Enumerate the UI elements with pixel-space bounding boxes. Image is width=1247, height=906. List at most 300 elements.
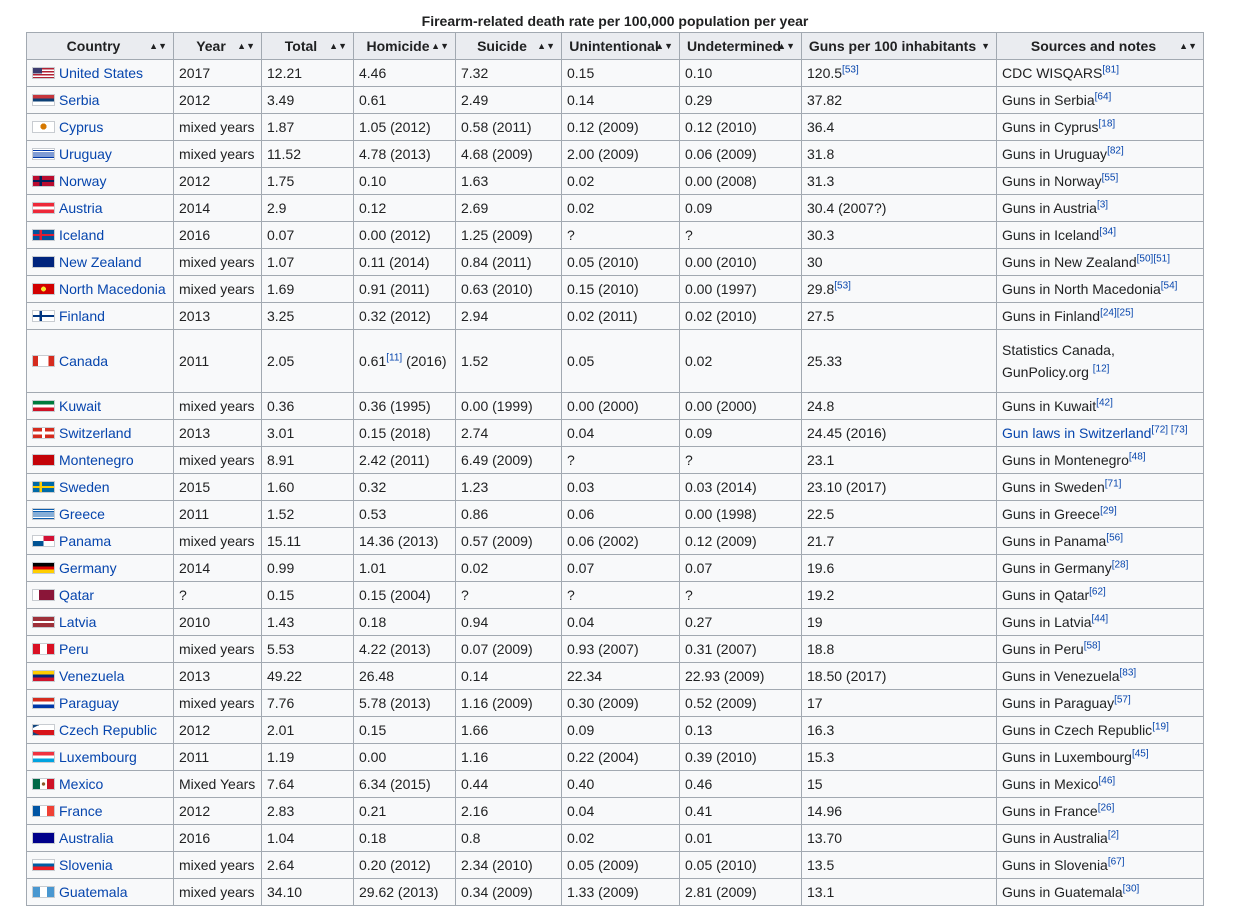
country-cell xyxy=(27,771,174,798)
unintentional-cell: 0.02 xyxy=(562,825,680,852)
reference-link[interactable]: [42] xyxy=(1096,397,1113,409)
guns-value: 17 xyxy=(807,695,823,711)
table-row xyxy=(27,690,1204,717)
unintentional-cell: 0.00 (2000) xyxy=(562,393,680,420)
source-text: Guns in Guatemala xyxy=(1002,884,1123,900)
unintentional-cell: 22.34 xyxy=(562,663,680,690)
table-row xyxy=(27,87,1204,114)
source-text: Guns in Australia xyxy=(1002,830,1108,846)
homicide-cell xyxy=(354,528,456,555)
suicide-cell: 1.25 (2009) xyxy=(456,222,562,249)
total-cell: 2.64 xyxy=(262,852,354,879)
column-header-label: Sources and notes xyxy=(1030,38,1157,54)
suicide-cell: 1.63 xyxy=(456,168,562,195)
homicide-value: 0.15 (2018) xyxy=(359,425,431,441)
homicide-value: 0.00 (2012) xyxy=(359,227,431,243)
source-text: CDC WISQARS xyxy=(1002,65,1103,81)
country-link[interactable]: Norway xyxy=(59,173,107,189)
unintentional-cell: 0.05 xyxy=(562,330,680,393)
country-cell xyxy=(27,114,174,141)
country-link[interactable]: Kuwait xyxy=(59,398,102,414)
unintentional-cell: 0.14 xyxy=(562,87,680,114)
total-cell: 1.43 xyxy=(262,609,354,636)
homicide-value: 0.21 xyxy=(359,803,387,819)
country-link[interactable]: Paraguay xyxy=(59,695,119,711)
homicide-cell xyxy=(354,636,456,663)
flag-icon xyxy=(32,481,55,493)
undetermined-cell: 0.10 xyxy=(680,60,802,87)
total-cell: 1.75 xyxy=(262,168,354,195)
suicide-cell: 6.49 (2009) xyxy=(456,447,562,474)
source-text: Guns in Czech Republic xyxy=(1002,722,1153,738)
country-cell xyxy=(27,852,174,879)
undetermined-cell: ? xyxy=(680,222,802,249)
reference-link[interactable]: [64] xyxy=(1094,91,1112,103)
source-cell xyxy=(997,852,1204,879)
unintentional-cell: 0.30 (2009) xyxy=(562,690,680,717)
country-cell xyxy=(27,609,174,636)
reference-link[interactable]: [62] xyxy=(1089,586,1106,598)
reference-link[interactable]: [67] xyxy=(1107,856,1125,868)
source-cell xyxy=(997,798,1204,825)
homicide-value: 0.36 (1995) xyxy=(359,398,431,414)
table-row xyxy=(27,222,1204,249)
column-header-label: Guns per 100 inhabitants xyxy=(808,38,977,54)
guns-cell xyxy=(802,528,997,555)
homicide-value: 1.05 (2012) xyxy=(359,119,431,135)
reference-link[interactable]: [3] xyxy=(1096,199,1109,211)
source-text: Guns in North Macedonia xyxy=(1002,281,1161,297)
reference-link[interactable]: [81] xyxy=(1102,64,1120,76)
country-link[interactable]: Montenegro xyxy=(59,452,134,468)
sort-icon[interactable]: ▲▼ xyxy=(329,41,347,51)
undetermined-cell: ? xyxy=(680,582,802,609)
suicide-cell: 0.00 (1999) xyxy=(456,393,562,420)
homicide-value: 0.15 (2004) xyxy=(359,587,431,603)
sort-icon[interactable]: ▲▼ xyxy=(149,41,167,51)
table-row xyxy=(27,717,1204,744)
undetermined-cell: 0.05 (2010) xyxy=(680,852,802,879)
country-link[interactable]: Sweden xyxy=(59,479,110,495)
column-header-suicide[interactable] xyxy=(456,33,562,60)
source-cell xyxy=(997,393,1204,420)
country-link[interactable]: Cyprus xyxy=(59,119,104,135)
country-cell xyxy=(27,636,174,663)
country-link[interactable]: Greece xyxy=(59,506,105,522)
undetermined-cell: 0.02 (2010) xyxy=(680,303,802,330)
country-link[interactable]: Finland xyxy=(59,308,105,324)
suicide-cell: 0.58 (2011) xyxy=(456,114,562,141)
reference-link[interactable]: [2] xyxy=(1107,829,1119,841)
reference-link[interactable]: [45] xyxy=(1131,748,1149,760)
source-text: Guns in Cyprus xyxy=(1002,119,1099,135)
source-cell xyxy=(997,114,1204,141)
homicide-cell xyxy=(354,168,456,195)
country-link[interactable]: Latvia xyxy=(59,614,97,630)
total-cell: 2.83 xyxy=(262,798,354,825)
country-cell xyxy=(27,87,174,114)
homicide-cell xyxy=(354,555,456,582)
year-cell: mixed years xyxy=(174,528,262,555)
flag-icon xyxy=(32,832,55,844)
reference-link[interactable]: [72] [73] xyxy=(1151,424,1188,436)
guns-cell xyxy=(802,879,997,906)
country-cell xyxy=(27,879,174,906)
suicide-cell: 7.32 xyxy=(456,60,562,87)
country-cell xyxy=(27,195,174,222)
homicide-cell xyxy=(354,303,456,330)
reference-link[interactable]: [18] xyxy=(1098,118,1116,130)
guns-value: 30.3 xyxy=(807,227,835,243)
table-row xyxy=(27,303,1204,330)
source-cell xyxy=(997,87,1204,114)
country-cell xyxy=(27,168,174,195)
homicide-value: 29.62 (2013) xyxy=(359,884,439,900)
sort-icon[interactable]: ▼ xyxy=(981,41,990,51)
undetermined-cell: 0.29 xyxy=(680,87,802,114)
country-link[interactable]: Peru xyxy=(59,641,89,657)
flag-icon xyxy=(32,778,55,790)
country-cell xyxy=(27,582,174,609)
unintentional-cell: 0.04 xyxy=(562,798,680,825)
country-link[interactable]: Mexico xyxy=(59,776,104,792)
homicide-value: 0.61 xyxy=(359,353,387,369)
suicide-cell: 2.16 xyxy=(456,798,562,825)
country-cell xyxy=(27,555,174,582)
sort-icon[interactable]: ▲▼ xyxy=(655,41,673,51)
table-row xyxy=(27,168,1204,195)
reference-link[interactable]: [54] xyxy=(1160,280,1178,292)
flag-icon xyxy=(32,643,55,655)
guns-cell xyxy=(802,114,997,141)
total-cell: 3.25 xyxy=(262,303,354,330)
year-cell: mixed years xyxy=(174,393,262,420)
year-cell: 2013 xyxy=(174,303,262,330)
flag-icon xyxy=(32,355,55,367)
source-cell xyxy=(997,501,1204,528)
reference-link[interactable]: [48] xyxy=(1128,451,1146,463)
reference-link[interactable]: [55] xyxy=(1101,172,1119,184)
guns-value: 19.6 xyxy=(807,560,835,576)
table-row xyxy=(27,609,1204,636)
country-link[interactable]: Australia xyxy=(59,830,114,846)
homicide-value: 0.10 xyxy=(359,173,387,189)
sort-icon[interactable]: ▲▼ xyxy=(777,41,795,51)
total-cell: 1.60 xyxy=(262,474,354,501)
total-cell: 0.07 xyxy=(262,222,354,249)
homicide-cell xyxy=(354,771,456,798)
source-cell xyxy=(997,60,1204,87)
sort-icon[interactable]: ▲▼ xyxy=(237,41,255,51)
unintentional-cell: 0.05 (2010) xyxy=(562,249,680,276)
guns-cell xyxy=(802,222,997,249)
country-link[interactable]: Panama xyxy=(59,533,112,549)
table-row xyxy=(27,420,1204,447)
reference-link[interactable]: [46] xyxy=(1098,775,1116,787)
undetermined-cell: 0.09 xyxy=(680,195,802,222)
reference-link[interactable]: [29] xyxy=(1100,505,1117,517)
unintentional-cell: 0.02 xyxy=(562,168,680,195)
country-link[interactable]: Luxembourg xyxy=(59,749,137,765)
country-link[interactable]: New Zealand xyxy=(59,254,142,270)
reference-link[interactable]: [82] xyxy=(1107,145,1124,157)
country-link[interactable]: Iceland xyxy=(59,227,105,243)
country-link[interactable]: Qatar xyxy=(59,587,95,603)
undetermined-cell: 0.06 (2009) xyxy=(680,141,802,168)
country-link[interactable]: Guatemala xyxy=(59,884,128,900)
homicide-cell xyxy=(354,114,456,141)
suicide-cell: 1.23 xyxy=(456,474,562,501)
source-cell xyxy=(997,582,1204,609)
unintentional-cell: 0.15 xyxy=(562,60,680,87)
undetermined-cell: 0.27 xyxy=(680,609,802,636)
reference-link[interactable]: [34] xyxy=(1099,226,1116,238)
reference-link[interactable]: [30] xyxy=(1122,883,1140,895)
unintentional-cell: 0.22 (2004) xyxy=(562,744,680,771)
reference-link[interactable]: [26] xyxy=(1097,802,1115,814)
column-header-total[interactable] xyxy=(262,33,354,60)
undetermined-cell: 0.41 xyxy=(680,798,802,825)
unintentional-cell: 0.06 xyxy=(562,501,680,528)
suicide-cell: ? xyxy=(456,582,562,609)
flag-icon xyxy=(32,202,55,214)
unintentional-cell: 0.04 xyxy=(562,420,680,447)
year-cell: 2015 xyxy=(174,474,262,501)
source-cell xyxy=(997,474,1204,501)
homicide-cell xyxy=(354,195,456,222)
reference-link[interactable]: [44] xyxy=(1091,613,1109,625)
suicide-cell: 1.16 (2009) xyxy=(456,690,562,717)
total-cell: 7.64 xyxy=(262,771,354,798)
source-text: Guns in Serbia xyxy=(1002,92,1095,108)
table-row xyxy=(27,771,1204,798)
flag-icon xyxy=(32,121,55,133)
suicide-cell: 0.44 xyxy=(456,771,562,798)
guns-cell xyxy=(802,420,997,447)
sort-icon[interactable]: ▲▼ xyxy=(537,41,555,51)
guns-value: 27.5 xyxy=(807,308,835,324)
suicide-cell: 0.86 xyxy=(456,501,562,528)
guns-cell xyxy=(802,330,997,393)
sort-icon[interactable]: ▲▼ xyxy=(431,41,449,51)
reference-link[interactable]: [53] xyxy=(842,64,859,76)
reference-link[interactable]: [58] xyxy=(1083,640,1101,652)
source-cell xyxy=(997,717,1204,744)
suicide-cell: 0.63 (2010) xyxy=(456,276,562,303)
guns-value: 14.96 xyxy=(807,803,843,819)
column-header-label: Country xyxy=(66,38,121,54)
source-text: Guns in Greece xyxy=(1002,506,1101,522)
undetermined-cell: 0.46 xyxy=(680,771,802,798)
homicide-cell xyxy=(354,690,456,717)
reference-link[interactable]: [50][51] xyxy=(1136,253,1170,265)
homicide-value: 4.78 (2013) xyxy=(359,146,431,162)
flag-icon xyxy=(32,697,55,709)
country-link[interactable]: North Macedonia xyxy=(59,281,166,297)
column-header-homicide[interactable] xyxy=(354,33,456,60)
country-link[interactable]: Switzerland xyxy=(59,425,132,441)
total-cell: 1.07 xyxy=(262,249,354,276)
suicide-cell: 0.02 xyxy=(456,555,562,582)
unintentional-cell: 2.00 (2009) xyxy=(562,141,680,168)
source-cell xyxy=(997,744,1204,771)
flag-icon xyxy=(32,724,55,736)
country-link[interactable]: France xyxy=(59,803,103,819)
column-header-undetermined[interactable] xyxy=(680,33,802,60)
source-text: Guns in Iceland xyxy=(1002,227,1100,243)
source-cell xyxy=(997,609,1204,636)
source-cell xyxy=(997,825,1204,852)
total-cell: 0.99 xyxy=(262,555,354,582)
undetermined-cell: 0.12 (2009) xyxy=(680,528,802,555)
country-cell xyxy=(27,717,174,744)
column-header-guns-per-100[interactable] xyxy=(802,33,997,60)
suicide-cell: 2.74 xyxy=(456,420,562,447)
flag-icon xyxy=(32,400,55,412)
guns-cell xyxy=(802,555,997,582)
source-text: Guns in Slovenia xyxy=(1002,857,1108,873)
total-cell: 2.9 xyxy=(262,195,354,222)
sort-icon[interactable]: ▲▼ xyxy=(1179,41,1197,51)
guns-cell xyxy=(802,771,997,798)
source-cell xyxy=(997,195,1204,222)
source-cell xyxy=(997,555,1204,582)
homicide-cell xyxy=(354,501,456,528)
country-link[interactable]: Czech Republic xyxy=(59,722,158,738)
table-container xyxy=(26,10,1204,906)
source-cell xyxy=(997,249,1204,276)
reference-link[interactable]: [19] xyxy=(1152,721,1169,733)
country-link[interactable]: Germany xyxy=(59,560,117,576)
source-cell xyxy=(997,420,1204,447)
guns-cell xyxy=(802,636,997,663)
guns-value: 30 xyxy=(807,254,823,270)
homicide-cell xyxy=(354,879,456,906)
suicide-cell: 0.14 xyxy=(456,663,562,690)
source-text: Guns in France xyxy=(1002,803,1098,819)
source-text: Guns in Mexico xyxy=(1002,776,1099,792)
table-row xyxy=(27,276,1204,303)
country-link[interactable]: Serbia xyxy=(59,92,100,108)
reference-link[interactable]: [28] xyxy=(1111,559,1129,571)
unintentional-cell: 0.02 xyxy=(562,195,680,222)
homicide-value: 4.46 xyxy=(359,65,387,81)
source-text: Guns in Latvia xyxy=(1002,614,1092,630)
homicide-cell xyxy=(354,393,456,420)
reference-link[interactable]: [57] xyxy=(1114,694,1131,706)
suicide-cell: 0.07 (2009) xyxy=(456,636,562,663)
reference-link[interactable]: [83] xyxy=(1119,667,1137,679)
table-row xyxy=(27,393,1204,420)
suicide-cell: 0.34 (2009) xyxy=(456,879,562,906)
guns-value: 120.5 xyxy=(807,65,843,81)
homicide-cell xyxy=(354,141,456,168)
guns-cell xyxy=(802,303,997,330)
guns-value: 22.5 xyxy=(807,506,835,522)
suicide-cell: 0.57 (2009) xyxy=(456,528,562,555)
source-cell xyxy=(997,663,1204,690)
guns-cell xyxy=(802,195,997,222)
undetermined-cell: 0.09 xyxy=(680,420,802,447)
reference-link[interactable]: [56] xyxy=(1106,532,1123,544)
source-text[interactable]: Gun laws in Switzerland xyxy=(1002,425,1152,441)
flag-icon xyxy=(32,616,55,628)
undetermined-cell: 0.00 (2008) xyxy=(680,168,802,195)
header-row xyxy=(27,33,1204,60)
country-link[interactable]: Slovenia xyxy=(59,857,113,873)
reference-link[interactable]: [24][25] xyxy=(1100,307,1134,319)
undetermined-cell: 0.00 (2000) xyxy=(680,393,802,420)
total-cell: 0.15 xyxy=(262,582,354,609)
reference-link[interactable]: [12] xyxy=(1092,363,1110,375)
table-row xyxy=(27,798,1204,825)
guns-cell xyxy=(802,87,997,114)
homicide-cell xyxy=(354,609,456,636)
source-text: Guns in Montenegro xyxy=(1002,452,1129,468)
country-link[interactable]: Austria xyxy=(59,200,103,216)
column-header-country[interactable] xyxy=(27,33,174,60)
guns-cell xyxy=(802,744,997,771)
homicide-value: 1.01 xyxy=(359,560,387,576)
column-header-sources-and-notes[interactable] xyxy=(997,33,1204,60)
country-cell xyxy=(27,249,174,276)
guns-cell xyxy=(802,852,997,879)
homicide-cell xyxy=(354,717,456,744)
undetermined-cell: 0.03 (2014) xyxy=(680,474,802,501)
guns-cell xyxy=(802,249,997,276)
unintentional-cell: 0.15 (2010) xyxy=(562,276,680,303)
year-cell: 2016 xyxy=(174,222,262,249)
column-header-year[interactable] xyxy=(174,33,262,60)
source-cell xyxy=(997,447,1204,474)
column-header-label: Suicide xyxy=(477,38,527,54)
total-cell: 1.69 xyxy=(262,276,354,303)
year-cell: ? xyxy=(174,582,262,609)
column-header-unintentional[interactable] xyxy=(562,33,680,60)
source-text: Guns in Qatar xyxy=(1002,587,1090,603)
country-cell xyxy=(27,420,174,447)
unintentional-cell: 1.33 (2009) xyxy=(562,879,680,906)
homicide-cell xyxy=(354,798,456,825)
table-body xyxy=(27,60,1204,906)
homicide-cell xyxy=(354,825,456,852)
flag-icon xyxy=(32,427,55,439)
source-text: Guns in Germany xyxy=(1002,560,1112,576)
year-cell: 2014 xyxy=(174,195,262,222)
country-cell xyxy=(27,393,174,420)
table-row xyxy=(27,528,1204,555)
country-cell xyxy=(27,528,174,555)
country-link[interactable]: United States xyxy=(59,65,144,81)
homicide-value: 0.61 xyxy=(359,92,387,108)
reference-link[interactable]: [53] xyxy=(834,280,851,292)
reference-link[interactable]: [71] xyxy=(1104,478,1122,490)
guns-value: 36.4 xyxy=(807,119,835,135)
year-cell: 2013 xyxy=(174,420,262,447)
undetermined-cell: 0.00 (1998) xyxy=(680,501,802,528)
homicide-value: 2.42 (2011) xyxy=(359,452,430,468)
country-link[interactable]: Uruguay xyxy=(59,146,112,162)
table-row xyxy=(27,555,1204,582)
undetermined-cell: 0.12 (2010) xyxy=(680,114,802,141)
suicide-cell: 2.49 xyxy=(456,87,562,114)
total-cell: 1.87 xyxy=(262,114,354,141)
undetermined-cell: 0.02 xyxy=(680,330,802,393)
reference-link[interactable]: [11] xyxy=(386,352,403,364)
country-link[interactable]: Canada xyxy=(59,353,109,369)
country-link[interactable]: Venezuela xyxy=(59,668,125,684)
guns-value: 24.8 xyxy=(807,398,835,414)
